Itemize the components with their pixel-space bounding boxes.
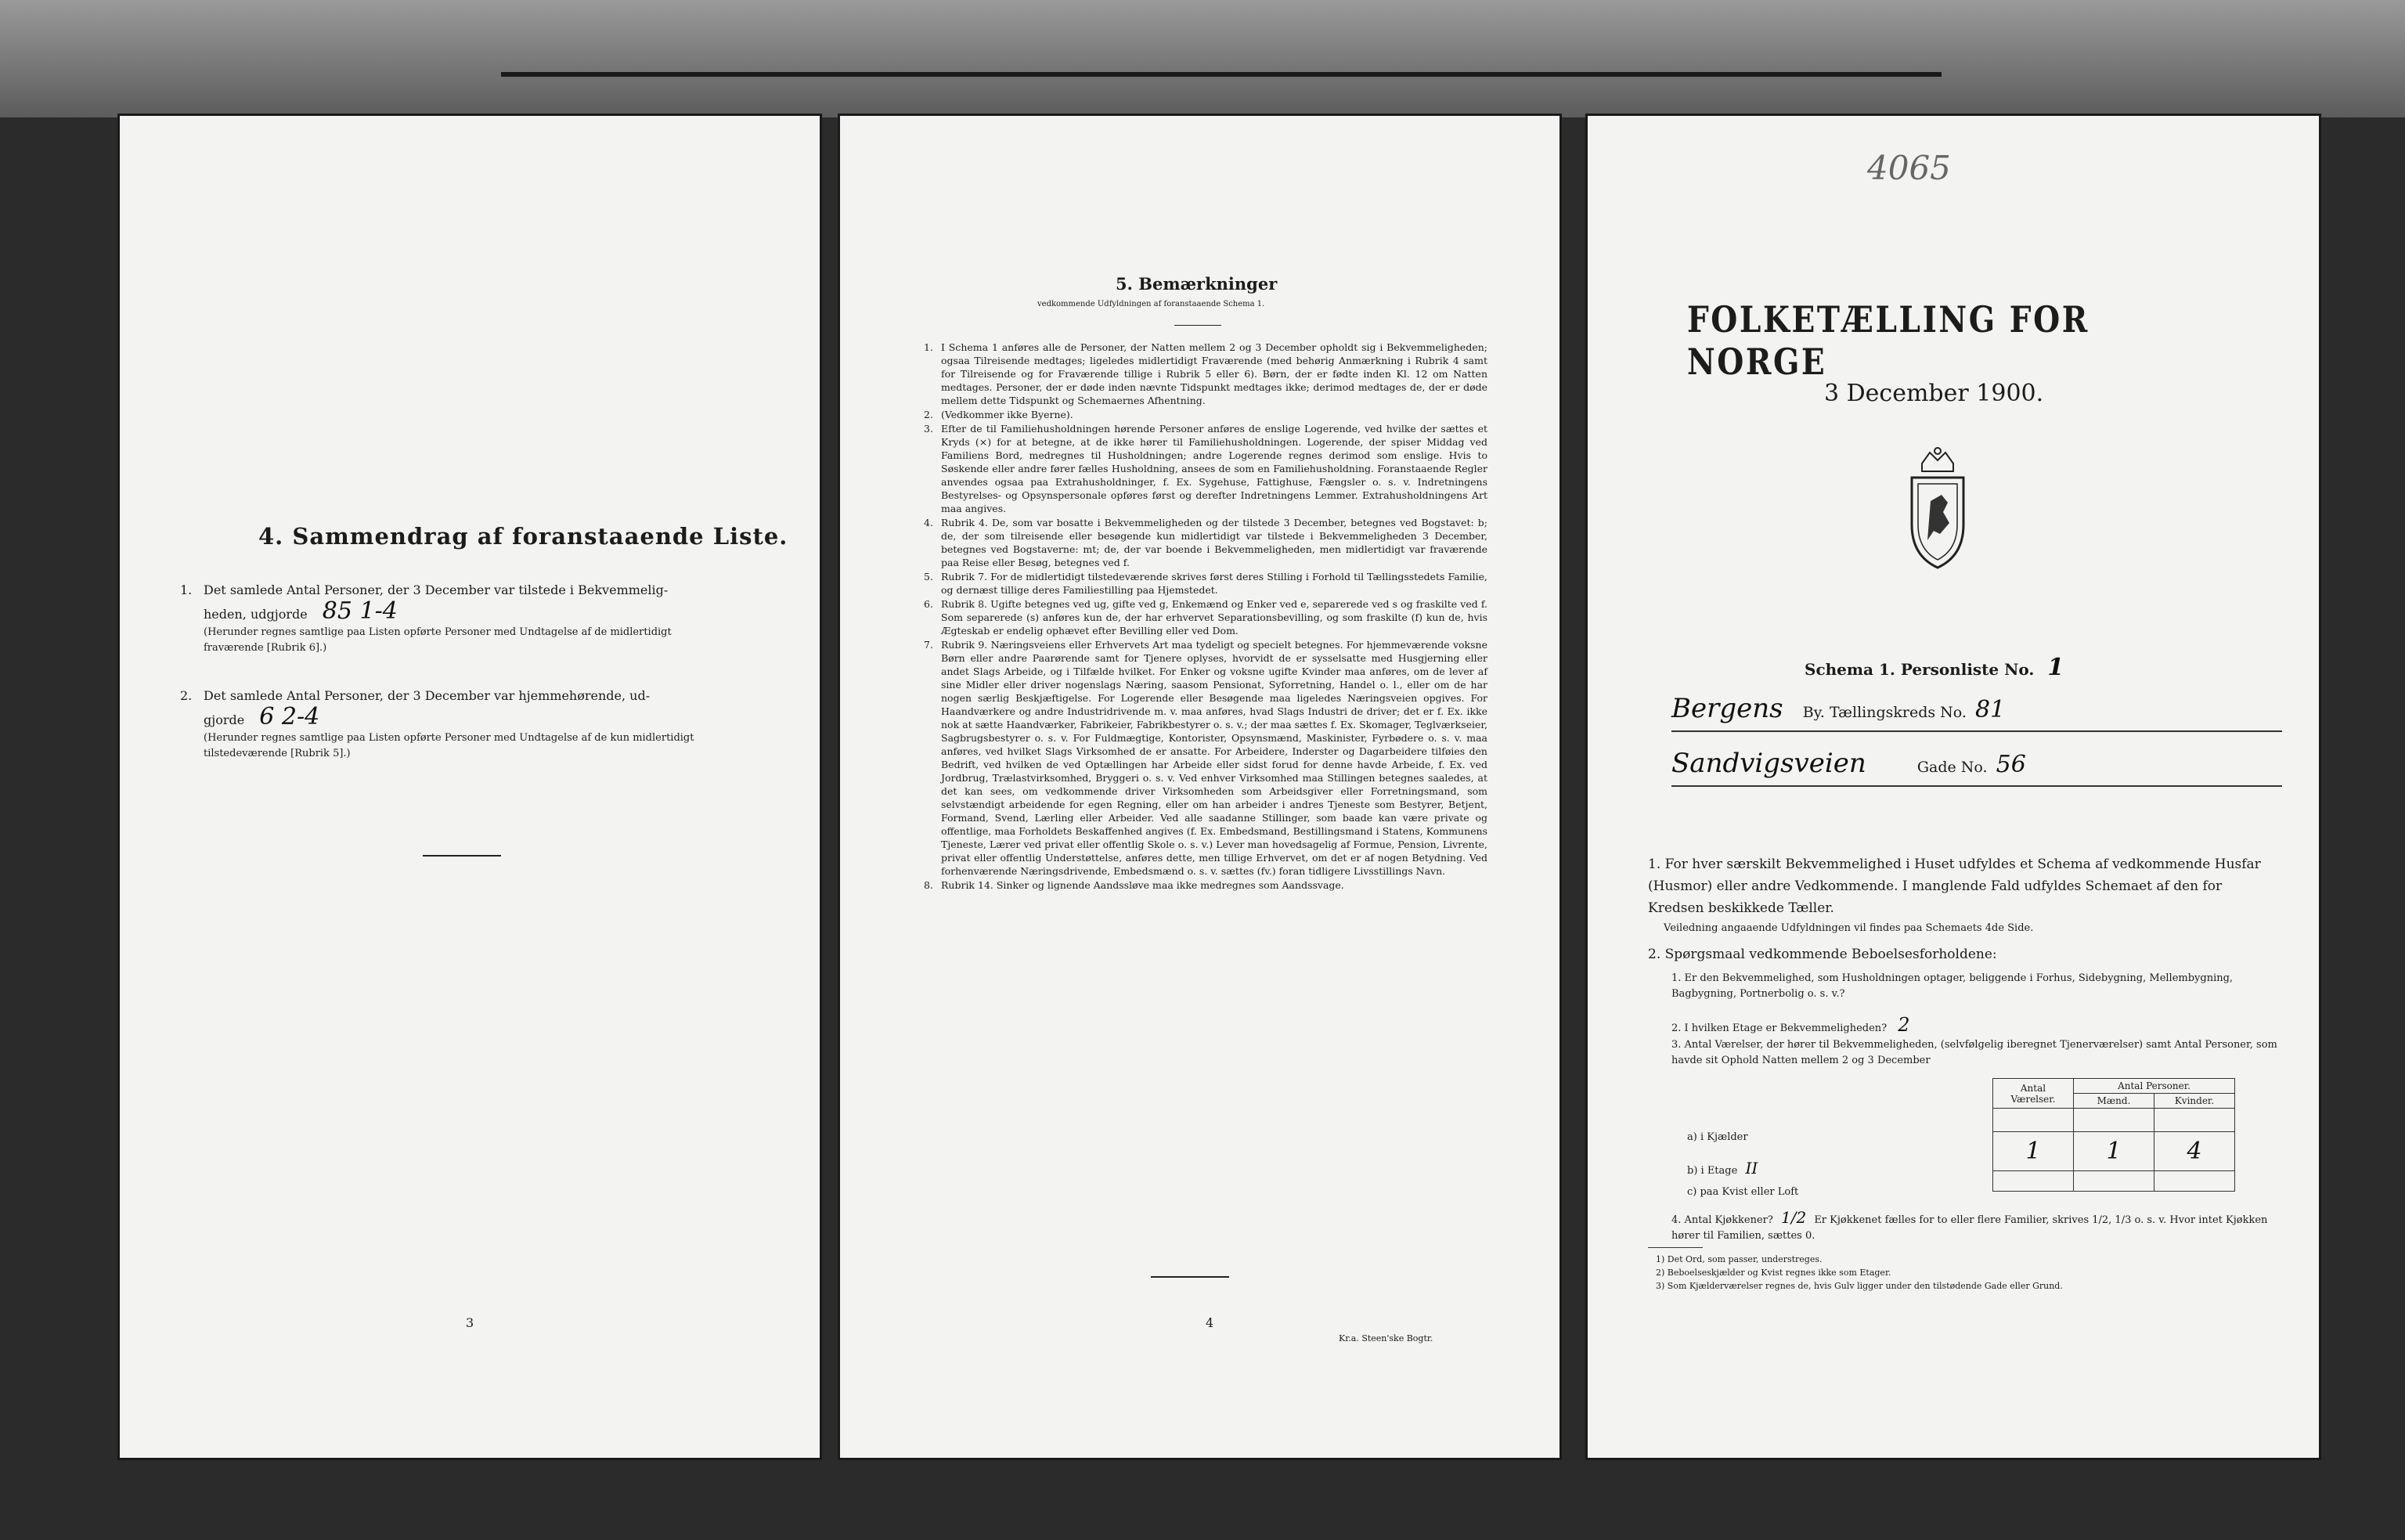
item-number: 2. — [180, 688, 193, 703]
item-line-answer — [204, 597, 697, 625]
remark-item: 8. Rubrik 14. Sinker og lignende Aandssløve maa ikke medregnes som Aandssvage. — [924, 879, 1344, 891]
underline — [1671, 730, 2282, 732]
question-4 — [1671, 1210, 2282, 1244]
remark-item: 4. Rubrik 4. De, som var bosatte i Bekvemmeligheden og der tilstede 3 December, betegnes ved Bogstavet: b; de, der som tilreisende eller besøgende kun midlertidigt var tilstede i Bekvemmeligheden 3 December, betegnes ved Bogstaverne: mt; de, der var boende i Bekvemmeligheden, men midlertidigt var fraværende paa Reise eller Besøg, betegnes ved f. — [924, 517, 1487, 568]
row-b-text: b) i Etage — [1687, 1165, 1738, 1177]
gade-number: 56 — [1996, 751, 2026, 778]
rooms-value: 1 — [1993, 1132, 2074, 1171]
men-value: 1 — [2074, 1132, 2154, 1171]
footnote-2: 2) Beboelseskjælder og Kvist regnes ikke som Etager. — [1656, 1268, 1891, 1278]
footnote-1: 1) Det Ord, som passer, understreges. — [1656, 1254, 1823, 1264]
question-3: 3. Antal Værelser, der hører til Bekvemmeligheden, (selvfølgelig iberegnet Tjenerværelser) samt Antal Personer, som havde sit Ophold Natten mellem 2 og 3 December — [1671, 1039, 2277, 1066]
section-2: 2. Spørgsmaal vedkommende Beboelsesforholdene: — [1648, 947, 1997, 962]
item-note: (Herunder regnes samtlige paa Listen opførte Personer med Undtagelse af de midlertidigt fraværende [Rubrik 6].) — [204, 626, 672, 654]
page-1 — [1585, 114, 2321, 1460]
item-line: heden, udgjorde — [204, 607, 308, 622]
item-line: Det samlede Antal Personer, der 3 December var tilstede i Bekvemmelig- — [204, 582, 669, 597]
handwritten-answer: 6 2-4 — [259, 703, 320, 730]
summary-item-1 — [180, 579, 697, 656]
item-line-answer — [204, 703, 697, 730]
divider — [1174, 325, 1221, 326]
census-date: 3 December 1900. — [1824, 380, 2044, 407]
question-2 — [1671, 1014, 1910, 1036]
row-b-label — [1687, 1159, 1758, 1178]
remark-item: 2. (Vedkommer ikke Byerne). — [924, 409, 1073, 420]
street-line — [1671, 748, 2282, 779]
remark-item: 6. Rubrik 8. Ugifte betegnes ved ug, gifte ved g, Enkemænd og Enker ved e, separerede ved s og fraskilte ved f. Som separerede (s) anføres kun de, der har erhvervet Separationsbevilling, og som fraskilte (f) kun de, hvis Ægteskab er endelig ophævet efter Bevilling eller ved Dom. — [924, 598, 1487, 637]
personliste-number: 1 — [2047, 654, 2064, 681]
page-number: 4 — [1206, 1315, 1214, 1330]
street-handwritten: Sandvigsveien — [1671, 748, 1866, 779]
underline — [1671, 785, 2282, 787]
coat-of-arms-icon — [1902, 446, 1973, 572]
women-value: 4 — [2154, 1132, 2235, 1171]
kitchens-handwritten: 1/2 — [1780, 1208, 1807, 1227]
census-title: FOLKETÆLLING FOR NORGE — [1687, 298, 2090, 383]
remark-item: 5. Rubrik 7. For de midlertidigt tilstedeværende skrives først deres Stilling i Forhold til Tællingsstedets Familie, og dernæst tillige deres Familiestilling paa Hjemstedet. — [924, 571, 1487, 596]
item-line: gjorde — [204, 712, 245, 727]
section-1-note: Veiledning angaaende Udfyldningen vil findes paa Schemaets 4de Side. — [1664, 922, 2034, 934]
remarks-subtitle: vedkommende Udfyldningen af foranstaaende Schema 1. — [1037, 300, 1265, 308]
city-handwritten: Bergens — [1671, 693, 1783, 724]
item-line: Det samlede Antal Personer, der 3 December var hjemmehørende, ud- — [204, 688, 651, 703]
header-persons: Antal Personer. — [2074, 1079, 2235, 1094]
row-b-handwritten: II — [1745, 1159, 1758, 1178]
top-rule — [501, 72, 1942, 77]
etage-handwritten: 2 — [1898, 1014, 1910, 1036]
schema-label: Schema 1. Personliste No. — [1805, 660, 2035, 679]
scan-background-top — [0, 0, 2405, 117]
page-3 — [117, 114, 822, 1460]
by-label: By. Tællingskreds No. — [1802, 704, 1967, 721]
by-line — [1671, 693, 2282, 724]
remark-item: 3. Efter de til Familiehusholdningen hørende Personer anføres de enslige Logerende, ved hvilke der sættes et Kryds (×) for at betegne, at de ikke hører til Familiehusholdningen. Logerende, der spiser Middag ved Familiens Bord, medregnes til Husholdningen; andre Logerende regnes derimod som enslige. Hvis to Søskende eller andre fører fælles Husholdning, ansees de som en Familiehusholdning. Foranstaaende Regler anvendes ogsaa paa Extrahusholdninger, f. Ex. Sygehuse, Fattighuse, Fængsler o. s. v. Indretningens Bestyrelses- og Opsynspersonale opføres først og derefter Indretningens Lemmer. Extrahusholdningens Art maa angives. — [924, 423, 1487, 514]
rooms-persons-table — [1992, 1078, 2235, 1192]
question-4-text: 4. Antal Kjøkkener? — [1671, 1214, 1773, 1226]
summary-item-2 — [180, 685, 697, 762]
divider — [423, 855, 501, 857]
footnotes — [1656, 1253, 2063, 1293]
header-men: Mænd. — [2074, 1094, 2154, 1109]
header-women: Kvinder. — [2154, 1094, 2235, 1109]
archive-number: 4065 — [1867, 149, 1951, 187]
question-4-rest: Er Kjøkkenet fælles for to eller flere Familier, skrives 1/2, 1/3 o. s. v. Hvor intet Kjøkken hører til Familien, sættes 0. — [1671, 1214, 2268, 1242]
page-4 — [838, 114, 1562, 1460]
remarks-list — [924, 341, 1487, 893]
gade-label: Gade No. — [1916, 759, 1988, 776]
summary-title: 4. Sammendrag af foranstaaende Liste. — [258, 523, 788, 550]
remark-item: 7. Rubrik 9. Næringsveiens eller Erhvervets Art maa tydeligt og specielt betegnes. For hjemmeværende voksne Børn eller andre Paarørende samt for Tjenere oplyses, hvorvidt de er sysselsatte med Husgjerning eller andet Slags Arbeide, og i Tilfælde hvilket. For Enker og voksne ugifte Kvinder maa anføres, om de lever af sine Midler eller driver nogenslags Næring, saasom Pensionat, Syforretning, Handel o. l., eller om de har nogen særlig Beskjæftigelse. For Logerende eller Besøgende maa ligeledes Næringsveien opgives. For Haandværkere og andre Industridrivende m. v. maa anføres, hvad Slags Industri de driver; det er f. Ex. ikke nok at sætte Haandværker, Fabrikeier, Fabrikbestyrer o. s. v.; der maa sættes f. Ex. Skomager, Teglværkseier, Sagbrugsbestyrer o. s. v. For Fuldmægtige, Kontorister, Opsynsmænd, Maskinister, Fyrbødere o. s. v. maa anføres, ved hvilket Slags Virksomhed de er ansatte. For Arbeidere, Inderster og Dagarbeidere tilføies den Bedrift, ved hvilken de ved Optællingen har Arbeide eller sidst forud for denne havde Arbeide, f. Ex. ved Jordbrug, Trælastvirksomhed, Bryggeri o. s. v. Ved enhver Virksomhed maa Stillingen betegnes saaledes, at det kan sees, om vedkommende driver Virksomheden som Arbeidsgiver eller Forretningsmand, som selvstændigt arbeidende for egen Regning, eller om han arbeider i andres Tjeneste som Bestyrer, Betjent, Formand, Svend, Lærling eller Arbeider. Ved alle saadanne Stillinger, som baade kan være private og offentlige, maa Forholdets Beskaffenhed angives (f. Ex. Embedsmand, Bestillingsmand i Statens, Kommunens Tjeneste, Lærer ved privat eller offentlig Skole o. s. v.) Lever man hovedsagelig af Formue, Pension, Livrente, privat eller offentlig Understøttelse, anføres dette, men tillige Erhvervet, om det er af nogen Betydning. Ved forhenværende Næringsdrivende, Embedsmænd o. s. v. sættes (fv.) foran tidligere Livsstillings Navn. — [924, 639, 1487, 877]
footnote-divider — [1648, 1247, 1703, 1248]
row-c-label: c) paa Kvist eller Loft — [1687, 1186, 1799, 1198]
printer-mark: Kr.a. Steen'ske Bogtr. — [1339, 1333, 1433, 1343]
item-number: 1. — [180, 582, 193, 597]
schema-line — [1805, 654, 2064, 681]
divider — [1151, 1276, 1229, 1278]
kreds-number: 81 — [1975, 696, 2006, 723]
section-1: 1. For hver særskilt Bekvemmelighed i Huset udfyldes et Schema af vedkommende Husfar (Husmor) eller andre Vedkommende. I manglende Fald udfyldes Schemaet af den for Kredsen beskikkede Tæller. — [1648, 857, 2261, 916]
page-number: 3 — [466, 1315, 474, 1330]
question-1: 1. Er den Bekvemmelighed, som Husholdningen optager, beliggende i Forhus, Sidebygning, Mellembygning, Bagbygning, Portnerbolig o. s. v.? — [1671, 972, 2234, 1000]
footnote-3: 3) Som Kjælderværelser regnes de, hvis Gulv ligger under den tilstødende Gade eller Grund. — [1656, 1281, 2063, 1291]
remarks-title: 5. Bemærkninger — [1116, 274, 1278, 294]
row-a-label: a) i Kjælder — [1687, 1131, 1748, 1143]
handwritten-answer: 85 1-4 — [322, 597, 398, 625]
item-note: (Herunder regnes samtlige paa Listen opførte Personer med Undtagelse af de kun midlertidigt tilstedeværende [Rubrik 5].) — [204, 732, 694, 759]
remark-item: 1. I Schema 1 anføres alle de Personer, der Natten mellem 2 og 3 December opholdt sig i Bekvemmeligheden; ogsaa Tilreisende medtages; ligeledes midlertidigt Fraværende (med behørig Anmærkning i Rubrik 4 samt for Tilreisende og for Fraværende tillige i Rubrik 5 eller 6). Børn, der er fødte inden Kl. 12 om Natten medtages. Personer, der er døde inden nævnte Tidspunkt medtages ikke; derimod medtages de, der er døde mellem dette Tidspunkt og Schemaernes Afhentning. — [924, 341, 1487, 406]
header-rooms: Antal Værelser. — [1993, 1079, 2074, 1109]
question-2-text: 2. I hvilken Etage er Bekvemmeligheden? — [1671, 1022, 1888, 1034]
